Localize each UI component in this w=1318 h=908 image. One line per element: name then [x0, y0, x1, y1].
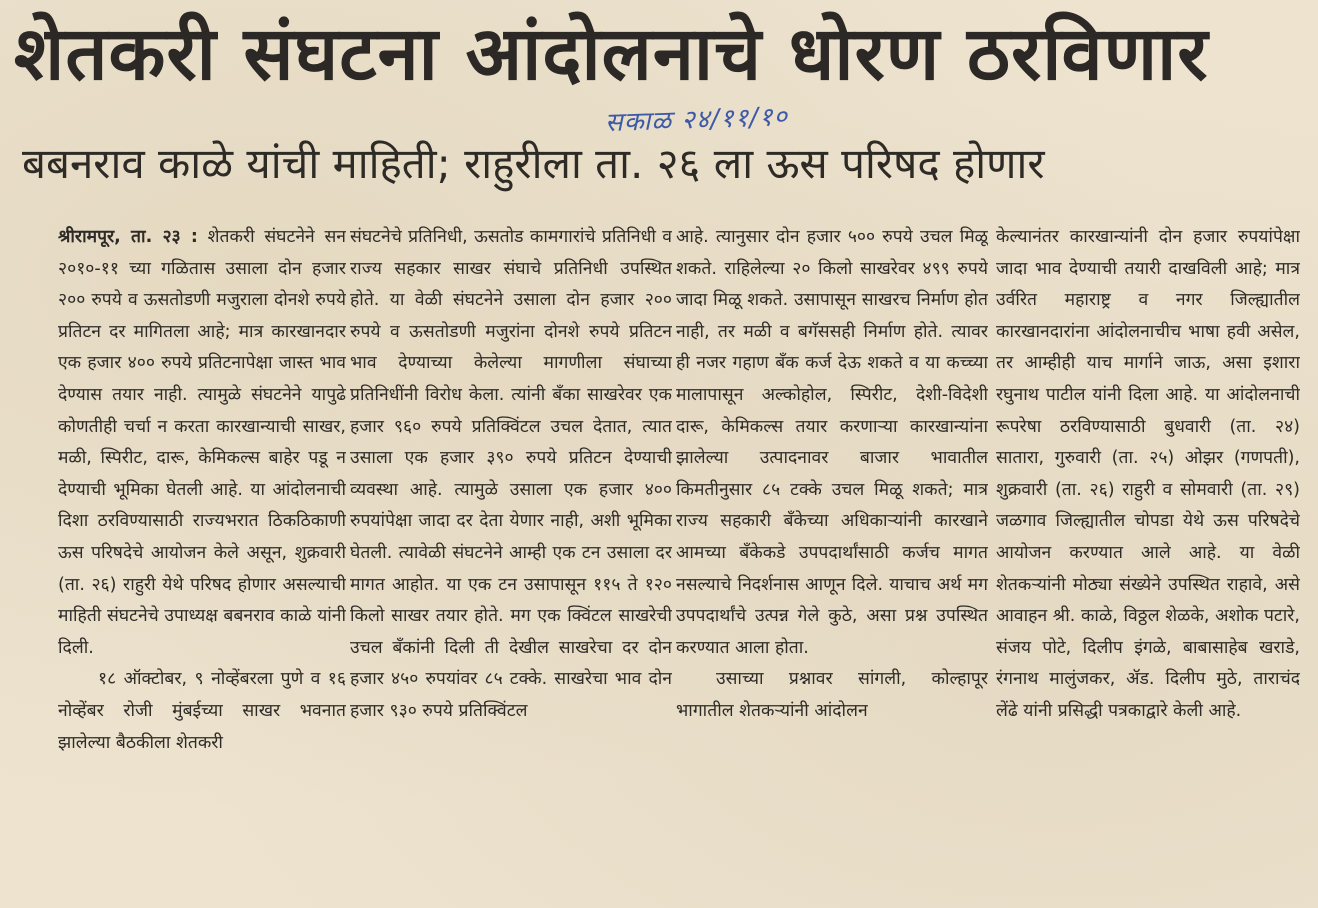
paragraph: संघटनेचे प्रतिनिधी, ऊसतोड कामगारांचे प्रतिनिधी व राज्य सहकार साखर संघाचे प्रतिनिधी उपस्थित होते. या वेळी संघटनेने उसाला दोन हजार २०० रुपये व ऊसतोडणी मजुरांना दोनशे रुपये प्रतिटन भाव देण्याच्या केलेल्या मागणीला संघाच्या प्रतिनिधींनी विरोध केला. त्यांनी बँका साखरेवर एक हजार ९६० रुपये प्रतिक्विंटल उचल देतात, त्यात उसाला एक हजार ३९० रुपये प्रतिटन देण्याची व्यवस्था आहे. त्यामुळे उसाला एक हजार ४०० रुपयांपेक्षा जादा दर देता येणार नाही, अशी भूमिका घेतली. त्यावेळी संघटनेने आम्ही एक टन उसाला दर मागत आहोत. या एक टन उसापासून ११५ ते १२० किलो साखर तयार होते. मग एक क्विंटल साखरेची उचल बँकांनी दिली ती देखील साखरेचा दर दोन हजार ४५० रुपयांवर ८५ टक्के. साखरेचा भाव दोन हजार ९३० रुपये प्रतिक्विंटल	[350, 227, 672, 721]
article-column-1	[58, 222, 346, 902]
article-column-4	[996, 222, 1300, 902]
paragraph: उसाच्या प्रश्नावर सांगली, कोल्हापूर भागातील शेतकऱ्यांनी आंदोलन	[676, 669, 988, 721]
paragraph: १८ ऑक्टोबर, ९ नोव्हेंबरला पुणे व १६ नोव्हेंबर रोजी मुंबईच्या साखर भवनात झालेल्या बैठकीला शेतकरी	[58, 669, 346, 753]
paragraph: केल्यानंतर कारखान्यांनी दोन हजार रुपयांपेक्षा जादा भाव देण्याची तयारी दाखविली आहे; मात्र उर्वरित महाराष्ट्र व नगर जिल्ह्यातील कारखानदारांना आंदोलनाचीच भाषा हवी असेल, तर आम्हीही याच मार्गाने जाऊ, असा इशारा रघुनाथ पाटील यांनी दिला आहे. या आंदोलनाची रूपरेषा ठरविण्यासाठी बुधवारी (ता. २४) सातारा, गुरुवारी (ता. २५) ओझर (गणपती), शुक्रवारी (ता. २६) राहुरी व सोमवारी (ता. २९) जळगाव जिल्ह्यातील चोपडा येथे ऊस परिषदेचे आयोजन करण्यात आले आहे. या वेळी शेतकऱ्यांनी मोठ्या संख्येने उपस्थित राहावे, असे आवाहन श्री. काळे, विठ्ठल शेळके, अशोक पटारे, संजय पोटे, दिलीप इंगळे, बाबासाहेब खराडे, रंगनाथ मालुंजकर, ॲड. दिलीप मुठे, ताराचंद लेंढे यांनी प्रसिद्धी पत्रकाद्वारे केली आहे.	[996, 227, 1300, 721]
paragraph-text: शेतकरी संघटनेने सन २०१०-११ च्या गळितास उसाला दोन हजार २०० रुपये व ऊसतोडणी मजुराला दोनशे रुपये प्रतिटन दर मागितला आहे; मात्र कारखानदार एक हजार ४०० रुपये प्रतिटनापेक्षा जास्त भाव देण्यास तयार नाही. त्यामुळे संघटनेने यापुढे कोणतीही चर्चा न करता कारखान्याची साखर, मळी, स्पिरीट, दारू, केमिकल्स बाहेर पडू न देण्याची भूमिका घेतली आहे. या आंदोलनाची दिशा ठरविण्यासाठी राज्यभरात ठिकठिकाणी ऊस परिषदेचे आयोजन केले असून, शुक्रवारी (ता. २६) राहुरी येथे परिषद होणार असल्याची माहिती संघटनेचे उपाध्यक्ष बबनराव काळे यांनी दिली.	[58, 227, 346, 658]
dateline: श्रीरामपूर, ता. २३ :	[58, 227, 198, 247]
handwritten-date-note: सकाळ २४/११/१०	[604, 101, 789, 139]
article-column-2	[350, 222, 672, 902]
paragraph: आहे. त्यानुसार दोन हजार ५०० रुपये उचल मिळू शकते. राहिलेल्या २० किलो साखरेवर ४९९ रुपये जादा मिळू शकते. उसापासून साखरच निर्माण होत नाही, तर मळी व बगॅससही निर्माण होते. त्यावर ही नजर गहाण बँक कर्ज देऊ शकते व या कच्च्या मालापासून अल्कोहोल, स्पिरीट, देशी-विदेशी दारू, केमिकल्स तयार करणाऱ्या कारखान्यांना झालेल्या उत्पादनावर बाजार भावातील किमतीनुसार ८५ टक्के उचल मिळू शकते; मात्र राज्य सहकारी बँकेच्या अधिकाऱ्यांनी कारखाने आमच्या बँकेकडे उपपदार्थांसाठी कर्जच मागत नसल्याचे निदर्शनास आणून दिले. याचाच अर्थ मग उपपदार्थांचे उत्पन्न गेले कुठे, असा प्रश्न उपस्थित करण्यात आला होता.	[676, 227, 988, 658]
paragraph	[58, 222, 346, 664]
headline: शेतकरी संघटना आंदोलनाचे धोरण ठरविणार	[14, 11, 1209, 97]
article-column-3	[676, 222, 988, 902]
subheadline: बबनराव काळे यांची माहिती; राहुरीला ता. २६ ला ऊस परिषद होणार	[22, 139, 1045, 188]
